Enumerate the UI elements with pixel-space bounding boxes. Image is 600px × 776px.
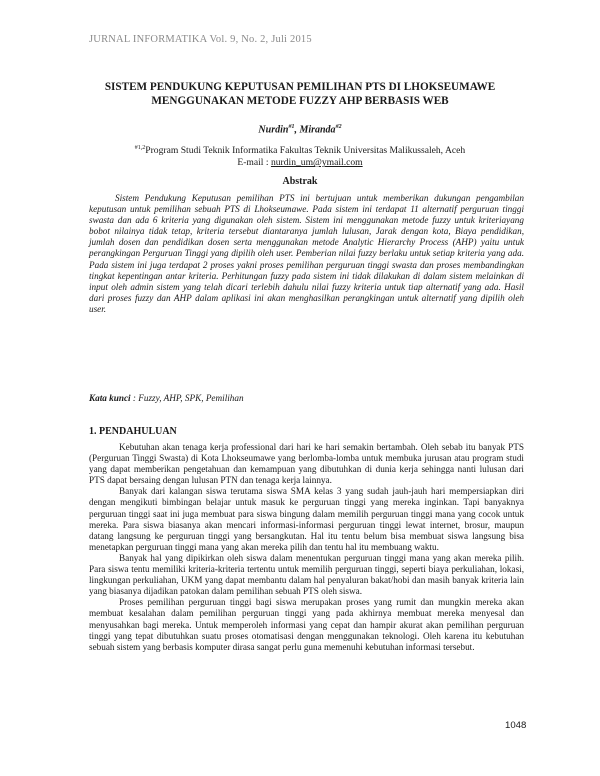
page-number: 1048	[505, 720, 527, 731]
authors	[0, 124, 600, 135]
paper-title	[60, 80, 540, 108]
paragraph: Banyak hal yang dipikirkan oleh siswa dalam menentukan perguruan tinggi mana yang akan mereka pilih. Para siswa tentu memiliki kriteria-kriteria tertentu untuk memilih perguruan tinggi, seperti biaya perkuliahan, lokasi, lingkungan perkuliahan, UKM yang dapat membantu dalam hal penyaluran bakat/hobi dan masih banyak kriteria lain yang biasanya dijadikan patokan dalam pemilihan sebuah PTS oleh siswa.	[89, 552, 524, 597]
paragraph: Proses pemilihan perguruan tinggi bagi siswa merupakan proses yang rumit dan mungkin mereka akan membuat kesalahan dalam pemilihan perguruan tinggi yang pada akhirnya membuat mereka menyesal dan menyusahkan bagi mereka. Untuk memperoleh informasi yang cepat dan hampir akurat akan pemilihan perguruan tinggi yang tepat dibutuhkan suatu proses otomatisasi dengan menggunakan teknologi. Oleh karena itu kebutuhan sebuah sistem yang berbasis komputer dirasa sangat perlu guna memenuhi kebutuhan informasi tersebut.	[89, 597, 524, 652]
author-1-affil-mark: #1	[288, 124, 295, 130]
author-1: Nurdin	[258, 124, 289, 136]
author-2: Miranda	[299, 124, 336, 136]
email-link[interactable]: nurdin_um@ymail.com	[270, 157, 363, 169]
email-label: E-mail :	[237, 157, 271, 169]
paragraph: Banyak dari kalangan siswa terutama siswa SMA kelas 3 yang sudah jauh-jauh hari mempersiapkan diri dengan mengikuti bimbingan belajar untuk masuk ke perguruan tinggi yang mereka inginkan. Tapi banyaknya perguruan tinggi saat ini juga membuat para siswa bingung dalam memilih perguruan tinggi mana yang cocok untuk mereka. Para siswa biasanya akan mencari informasi-informasi perguruan tinggi lewat internet, brosur, maupun datang langsung ke perguruan tinggi yang bersangkutan. Hal itu tentu belum bisa membuat siswa langsung bisa menetapkan perguruan tinggi mana yang akan mereka pilih dan tentu hal itu membuang waktu.	[89, 486, 524, 552]
keywords-label: Kata kunci	[89, 393, 131, 403]
abstract-text: Sistem Pendukung Keputusan pemilihan PTS ini bertujuan untuk memberikan dukungan pengambilan keputusan untuk pemilihan sebuah PTS di Lhokseumawe. Pada sistem ini terdapat 11 alternatif perguruan tinggi swasta dan ada 6 kriteria yang digunakan oleh sistem. Sistem ini menggunakan metode fuzzy untuk kriteriayang bobot nilainya tidak tetap, kriteria tersebut diantaranya jumlah lulusan, Jarak dengan kota, Biaya pendidikan, jumlah dosen dan pendidikan dosen serta menggunakan metode Analytic Hierarchy Process (AHP) yaitu untuk perangkingan Perguruan Tinggi yang dipilih oleh user. Pemberian nilai fuzzy berlaku untuk setiap kriteria yang ada. Pada sistem ini juga terdapat 2 proses yakni proses pemilihan perguruan tinggi swasta dan proses membandingkan tingkat kepentingan antar kriteria. Perhitungan fuzzy pada sistem ini tidak dilakukan di dalam sistem melainkan di input oleh admin sistem yang telah dicari terlebih dahulu nilai fuzzy kriteria untuk tiap alternatif yang ada. Hasil dari proses fuzzy dan AHP dalam aplikasi ini akan menghasilkan perangkingan untuk alternatif yang dipilih oleh user.	[89, 193, 524, 314]
author-2-affil-mark: #2	[335, 124, 342, 130]
paper-title-line-1: SISTEM PENDUKUNG KEPUTUSAN PEMILIHAN PTS DI LHOKSEUMAWE	[104, 81, 496, 93]
paper-title-line-2: MENGGUNAKAN METODE FUZZY AHP BERBASIS WEB	[151, 95, 449, 107]
affiliation-mark: #1,2	[134, 145, 146, 151]
journal-header: JURNAL INFORMATIKA Vol. 9, No. 2, Juli 2015	[89, 34, 312, 45]
section-heading: 1. PENDAHULUAN	[89, 426, 177, 437]
section-body	[89, 442, 524, 653]
abstract-heading: Abstrak	[282, 176, 318, 187]
keywords-text: Fuzzy, AHP, SPK, Pemilihan	[138, 393, 244, 403]
affiliation-text: Program Studi Teknik Informatika Fakultas Teknik Universitas Malikussaleh, Aceh	[145, 145, 466, 157]
keywords	[89, 393, 524, 403]
affiliation	[0, 142, 600, 169]
paragraph: Kebutuhan akan tenaga kerja professional dari hari ke hari semakin bertambah. Oleh sebab itu banyak PTS (Perguruan Tinggi Swasta) di Kota Lhokseumawe yang berlomba-lomba untuk membuka jurusan atau program studi yang dapat memberikan pengetahuan dan kemampuan yang dibutuhkan di dunia kerja sehingga nanti lulusan dari PTS dapat bersaing dengan lulusan PTN dan tenaga kerja lainnya.	[89, 442, 524, 486]
author-separator: ,	[294, 124, 300, 136]
keywords-separator: :	[130, 393, 139, 403]
